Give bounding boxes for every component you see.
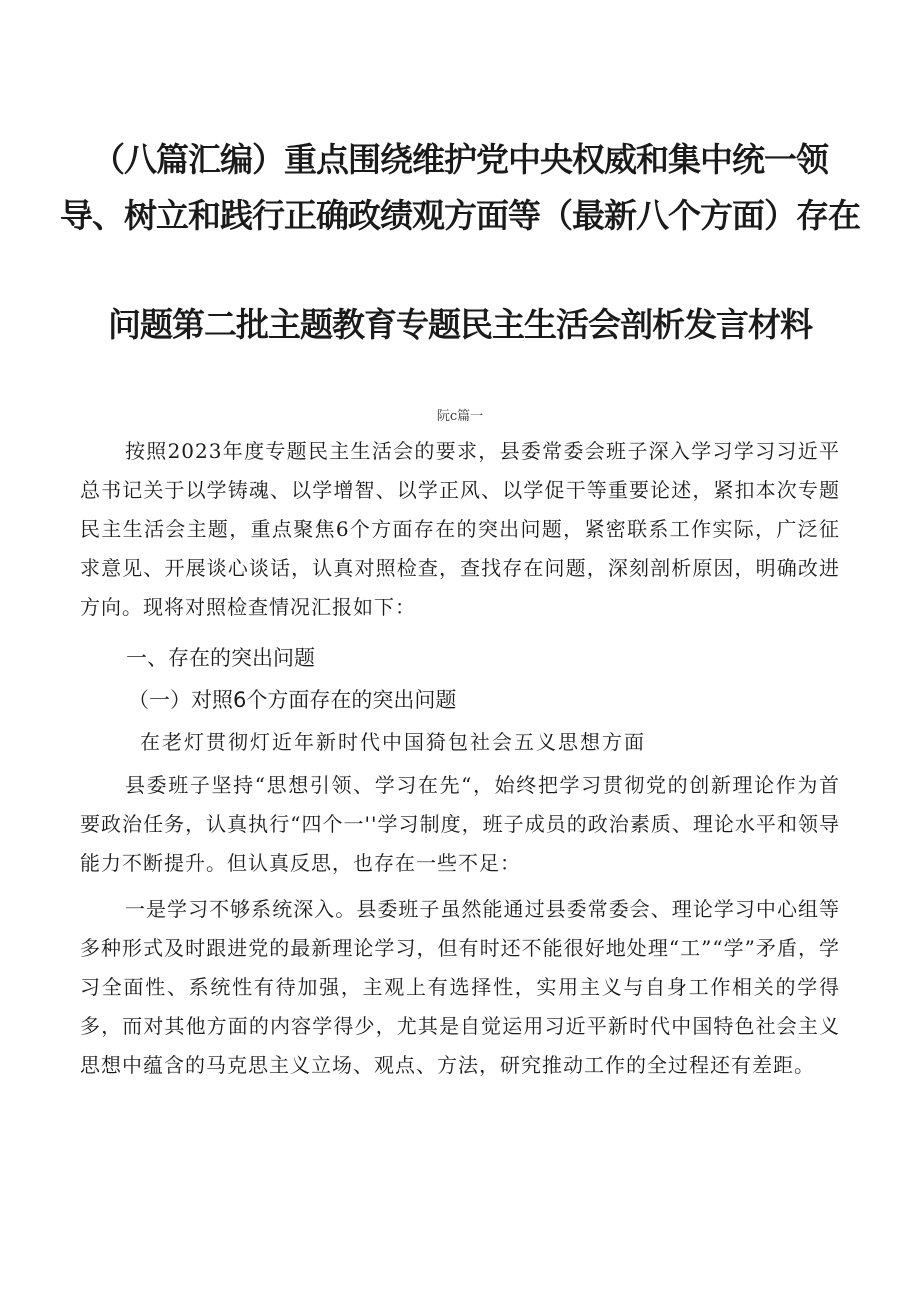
- heading-level-3: 在老灯贯彻灯近年新时代中国猗包社会五义思想方面: [140, 730, 646, 754]
- section-mark: 阮c篇一: [436, 409, 484, 424]
- body-paragraph: 一是学习不够系统深入。县委班子虽然能通过县委常委会、理论学习中心组等多种形式及时跟进党的最新理论学习，但有时还不能很好地处理“工”“学”矛盾，学习全面性、系统性有待加强，主观上有选择性，实用主义与自身工作相关的学得多，而对其他方面的内容学得少，尤其是自觉运用习近平新时代中国特色社会主义思想中蕴含的马克思主义立场、观点、方法，研究推动工作的全过程还有差距。: [80, 897, 840, 1077]
- body-paragraph: 县委班子坚持“思想引领、学习在先“，始终把学习贯彻党的创新理论作为首要政治任务，认真执行“四个一''学习制度，班子成员的政治素质、理论水平和领导能力不断提升。但认真反思，也存在一些不足：: [80, 773, 840, 875]
- heading-level-1: 一、存在的突出问题: [126, 646, 315, 670]
- document-title-line-2: 导、树立和践行正确政绩观方面等（最新八个方面）存在: [60, 196, 860, 235]
- heading-level-2: （一）对照6个方面存在的突出问题: [128, 688, 457, 712]
- intro-paragraph: 按照2023年度专题民主生活会的要求，县委常委会班子深入学习学习习近平总书记关于以学铸魂、以学增智、以学正风、以学促干等重要论述，紧扣本次专题民主生活会主题，重点聚焦6个方面存在的突出问题，紧密联系工作实际，广泛征求意见、开展谈心谈话，认真对照检查，查找存在问题，深刻剖析原因，明确改进方向。现将对照检查情况汇报如下：: [80, 439, 840, 619]
- document-title-line-3: 问题第二批主题教育专题民主生活会剖析发言材料: [108, 305, 812, 344]
- document-title-line-1: （八篇汇编）重点围绕维护党中央权威和集中统一领: [92, 140, 828, 179]
